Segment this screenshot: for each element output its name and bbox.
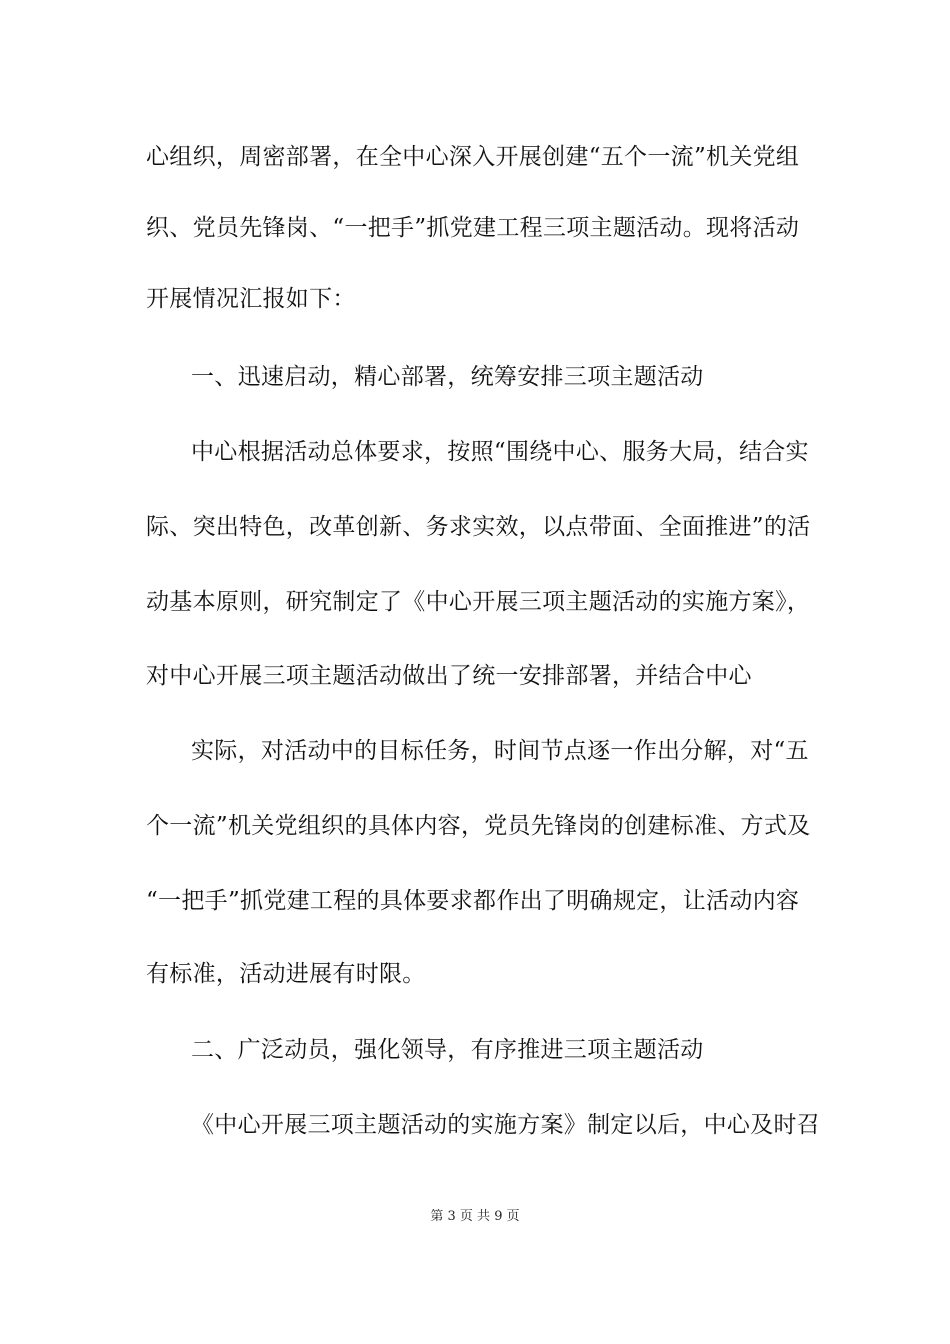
paragraph-line-8: 对中心开展三项主题活动做出了统一安排部署，并结合中心: [146, 663, 752, 689]
paragraph-line-7: 动基本原则，研究制定了《中心开展三项主题活动的实施方案》，: [146, 589, 811, 615]
paragraph-line-1: 心组织，周密部署，在全中心深入开展创建“五个一流”机关党组: [146, 144, 800, 170]
paragraph-line-11: “一把手”抓党建工程的具体要求都作出了明确规定，让活动内容: [146, 888, 800, 914]
paragraph-line-12: 有标准，活动进展有时限。: [146, 961, 426, 987]
section-heading-2: 二、广泛动员，强化领导，有序推进三项主题活动: [191, 1037, 704, 1063]
paragraph-line-10: 个一流”机关党组织的具体内容，党员先锋岗的创建标准、方式及: [146, 813, 811, 839]
paragraph-line-6: 际、突出特色，改革创新、务求实效，以点带面、全面推进”的活: [146, 514, 811, 540]
paragraph-line-9: 实际，对活动中的目标任务，时间节点逐一作出分解，对“五: [191, 738, 809, 764]
paragraph-line-3: 开展情况汇报如下：: [146, 286, 356, 312]
section-heading-1: 一、迅速启动，精心部署，统筹安排三项主题活动: [191, 364, 704, 390]
paragraph-line-5: 中心根据活动总体要求，按照“围绕中心、服务大局，结合实: [191, 439, 809, 465]
paragraph-line-14: 《中心开展三项主题活动的实施方案》制定以后，中心及时召: [191, 1112, 821, 1138]
paragraph-line-2: 织、党员先锋岗、“一把手”抓党建工程三项主题活动。现将活动: [146, 215, 800, 241]
page-number-footer: 第 3 页 共 9 页: [430, 1209, 520, 1224]
